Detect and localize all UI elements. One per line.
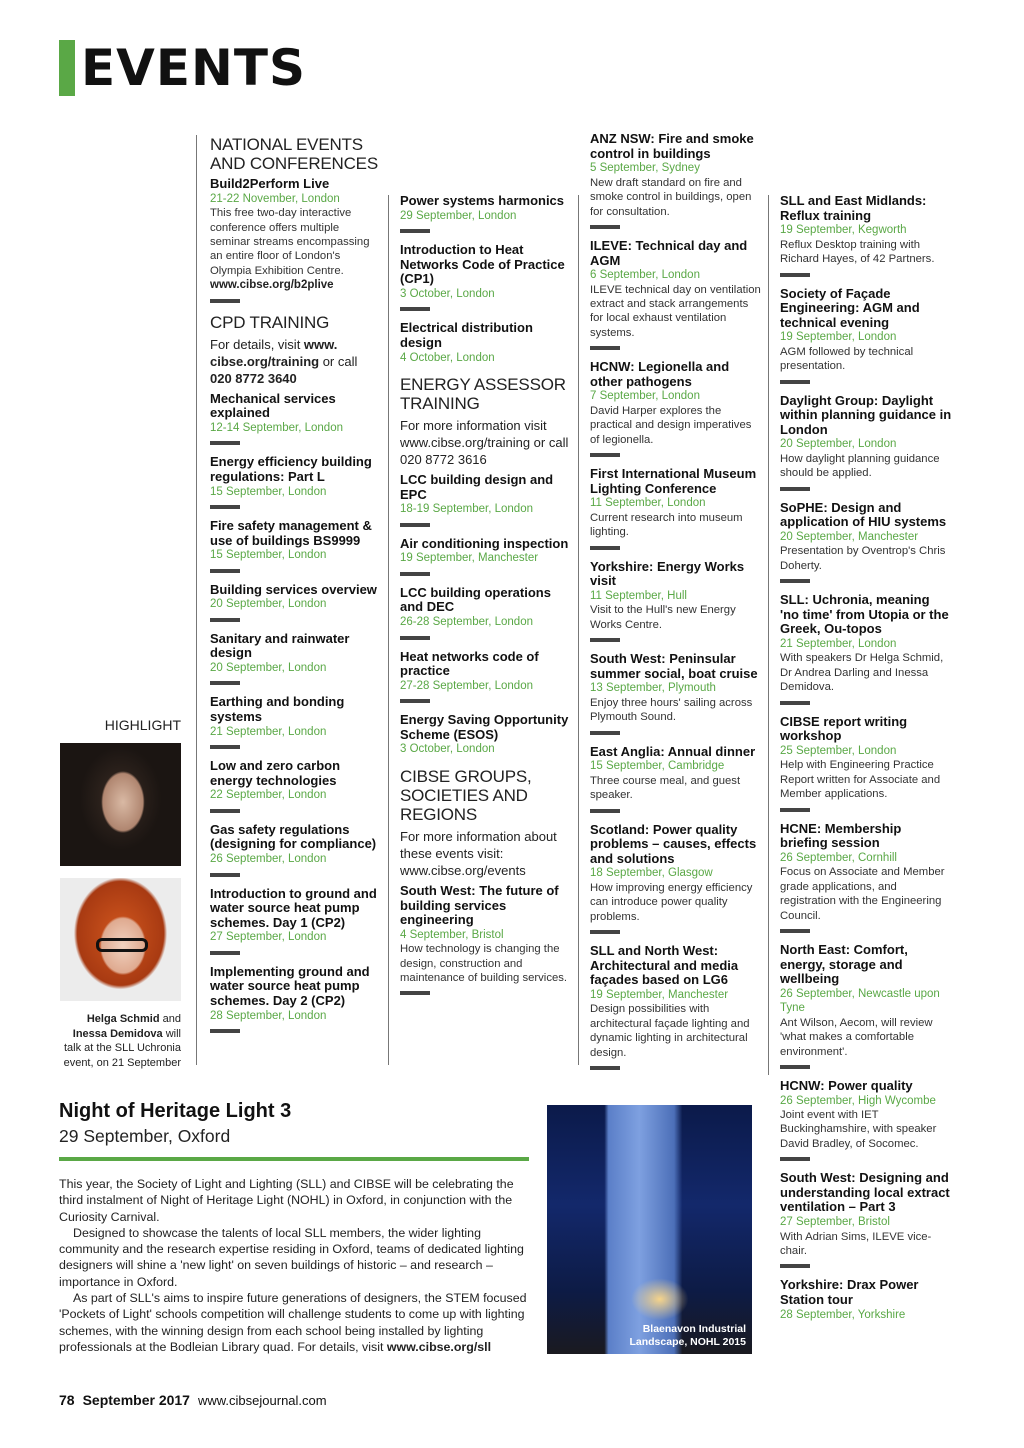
caption-name: Inessa Demidova [72, 1027, 163, 1040]
event-item [400, 713, 572, 757]
footer-website[interactable]: www.cibsejournal.com [197, 1393, 327, 1408]
event-date: 3 October, London [400, 743, 495, 756]
events-column-3 [590, 132, 762, 1080]
separator-bar [400, 636, 430, 640]
separator-bar [210, 1029, 240, 1033]
separator-bar [400, 523, 430, 527]
event-item [780, 1171, 952, 1268]
event-date: 18 September, Glasgow [590, 867, 713, 880]
separator-bar [780, 487, 810, 491]
caption-text: and [159, 1013, 181, 1025]
event-title: North East: Comfort, energy, storage and wellbeing [780, 941, 908, 987]
separator-bar [590, 453, 620, 457]
event-description: Ant Wilson, Aecom, will review 'what makes a comfortable environment'. [780, 1016, 933, 1058]
event-description: Reflux Desktop training with Richard Hayes, of 42 Partners. [780, 238, 935, 266]
events-column-1 [210, 133, 382, 1043]
event-item [400, 321, 572, 365]
event-title: LCC building design and EPC [400, 472, 554, 502]
event-title: Building services overview [210, 581, 377, 597]
event-item [780, 194, 952, 277]
event-item [210, 695, 382, 749]
event-title: HCNW: Legionella and other pathogens [590, 359, 730, 389]
separator-bar [400, 229, 430, 233]
event-title: Yorkshire: Drax Power Station tour [780, 1277, 919, 1307]
separator-bar [590, 1066, 620, 1070]
event-title: ANZ NSW: Fire and smoke control in buildings [590, 131, 754, 161]
event-item [780, 1278, 952, 1322]
event-date: 11 September, Hull [590, 589, 687, 602]
separator-bar [780, 701, 810, 705]
event-title: Heat networks code of practice [400, 648, 539, 679]
event-item [590, 239, 762, 350]
event-date: 25 September, London [780, 744, 897, 757]
event-description: New draft standard on fire and smoke control in buildings, open for consultation. [590, 176, 752, 218]
event-description: How improving energy efficiency can introduce power quality problems. [590, 881, 753, 923]
event-date: 21 September, London [780, 637, 897, 650]
separator-bar [590, 638, 620, 642]
event-title: Build2Perform Live [210, 176, 330, 191]
event-title: Mechanical services explained [210, 390, 336, 421]
section-heading: ENERGY ASSESSOR TRAINING [400, 375, 566, 414]
event-title: SLL and North West: Architectural and media façades based on LG6 [590, 943, 739, 988]
event-date: 26-28 September, London [400, 616, 533, 629]
event-title: Air conditioning inspection [400, 535, 569, 551]
event-title: Introduction to ground and water source heat pump schemes. Day 1 (CP2) [210, 885, 377, 930]
event-item [590, 944, 762, 1070]
event-item [590, 745, 762, 813]
separator-bar [210, 809, 240, 813]
separator-bar [400, 572, 430, 576]
event-date: 28 September, London [210, 1009, 327, 1022]
event-description: David Harper explores the practical and design imperatives of legionella. [590, 404, 752, 446]
event-item [210, 392, 382, 446]
photo-caption-line: Blaenavon Industrial [642, 1323, 746, 1335]
event-title: Gas safety regulations (designing for compliance) [210, 821, 377, 852]
separator-bar [780, 1157, 810, 1161]
event-description: Visit to the Hull's new Energy Works Centre. [590, 604, 736, 631]
separator-bar [590, 546, 620, 550]
separator-bar [210, 441, 240, 445]
event-description: Presentation by Oventrop's Chris Doherty. [780, 545, 946, 572]
feature-photo-blaenavon [547, 1105, 752, 1354]
event-title: Fire safety management & use of buildings BS9999 [210, 518, 372, 548]
event-item [210, 455, 382, 509]
intro-link[interactable]: www. cibse.org/training [210, 336, 338, 369]
event-date: 13 September, Plymouth [590, 682, 716, 695]
intro-text: For details, visit [210, 336, 304, 352]
event-date: 15 September, London [210, 485, 327, 498]
separator-bar [400, 307, 430, 311]
event-date: 15 September, London [210, 549, 327, 562]
event-title: Electrical distribution design [400, 320, 533, 350]
event-title: SLL: Uchronia, meaning 'no time' from Utopia or the Greek, Ou-topos [780, 592, 949, 637]
accent-bar [59, 40, 75, 96]
column-divider [388, 195, 389, 1065]
highlight-label: HIGHLIGHT [104, 717, 181, 733]
event-title: Society of Façade Engineering: AGM and technical evening [780, 285, 920, 330]
separator-bar [780, 1264, 810, 1268]
event-date: 27 September, Bristol [780, 1216, 890, 1228]
photo-caption-line: Landscape, NOHL 2015 [629, 1336, 746, 1348]
events-column-2 [400, 194, 572, 1005]
issue-date: September 2017 [82, 1392, 190, 1408]
separator-bar [210, 569, 240, 573]
event-title: South West: The future of building services engineering [400, 882, 559, 928]
event-description: This free two-day interactive conference offers multiple seminar streams encompassing an entire floor of London's Olympia Exhibition Centre. [210, 207, 370, 277]
event-title: ILEVE: Technical day and AGM [590, 237, 748, 268]
event-item [400, 884, 572, 996]
intro-text: or call [319, 353, 358, 369]
feature-rule [59, 1157, 529, 1161]
event-title: Energy efficiency building regulations: Part L [210, 454, 372, 484]
event-date: 20 September, London [780, 438, 897, 451]
separator-bar [210, 873, 240, 877]
page-footer [59, 1392, 327, 1408]
event-title: LCC building operations and DEC [400, 584, 551, 615]
section-heading: CIBSE GROUPS, SOCIETIES AND REGIONS [400, 766, 532, 824]
event-item [400, 243, 572, 311]
event-date: 20 September, Manchester [780, 530, 919, 543]
event-date: 3 October, London [400, 287, 495, 300]
event-date: 19 September, Manchester [590, 988, 729, 1001]
photo-caption [629, 1323, 746, 1349]
event-item [590, 467, 762, 550]
photo-inessa-demidova [60, 878, 181, 1001]
event-title: Sanitary and rainwater design [210, 630, 350, 661]
separator-bar [780, 1065, 810, 1069]
event-date: 19 September, Manchester [400, 552, 539, 565]
separator-bar [590, 809, 620, 813]
separator-bar [780, 929, 810, 933]
event-item [210, 519, 382, 573]
event-title: HCNE: Membership briefing session [780, 820, 902, 851]
section-intro [210, 336, 382, 387]
section-intro [400, 828, 572, 879]
feature-paragraph: This year, the Society of Light and Lighting (SLL) and CIBSE will be celebrating the third instalment of Night of Heritage Light (NOHL) in Oxford, in conjunction with the Curiosity Carnival. [59, 1177, 514, 1224]
event-item [400, 473, 572, 527]
event-item [400, 586, 572, 640]
separator-bar [210, 681, 240, 685]
separator-bar [590, 225, 620, 229]
event-item [210, 887, 382, 955]
separator-bar [210, 745, 240, 749]
event-title: South West: Peninsular summer social, boat cruise [590, 651, 758, 681]
event-item [210, 823, 382, 877]
photo-helga-schmid [60, 743, 181, 866]
event-item [400, 537, 572, 576]
event-item [780, 287, 952, 384]
event-description: Design possibilities with architectural façade lighting and dynamic lighting in architectural design. [590, 1003, 750, 1059]
separator-bar [780, 808, 810, 812]
event-date: 20 September, London [210, 661, 327, 674]
event-item [590, 823, 762, 935]
event-date: 27 September, London [210, 931, 327, 944]
page-title: EVENTS [81, 39, 306, 97]
separator-bar [590, 930, 620, 934]
event-date: 19 September, London [780, 331, 897, 344]
event-date: 22 September, London [210, 789, 327, 802]
event-title: East Anglia: Annual dinner [590, 743, 756, 759]
feature-title: Night of Heritage Light 3 [59, 1100, 292, 1122]
event-title: Implementing ground and water source heat pump schemes. Day 2 (CP2) [210, 963, 370, 1008]
event-date: 12-14 September, London [210, 421, 343, 434]
event-item [210, 583, 382, 622]
event-description: Current research into museum lighting. [590, 511, 743, 539]
feature-body [59, 1176, 531, 1355]
event-date: 21 September, London [210, 725, 327, 738]
separator-bar [780, 579, 810, 583]
feature-paragraph: Designed to showcase the talents of local SLL members, the wider lighting community and the research expertise residing in Oxford, teams of dedicated lighting designers will shine a 'new light' on seven buildings of historic – and research – importance in Oxford. [59, 1225, 524, 1289]
event-description: Joint event with IET Buckinghamshire, with speaker David Bradley, of Socomec. [780, 1109, 937, 1150]
separator-bar [400, 991, 430, 995]
event-item [780, 1079, 952, 1161]
event-description: Help with Engineering Practice Report written for Associate and Member applications. [780, 759, 941, 801]
event-item [780, 593, 952, 705]
event-item [780, 501, 952, 584]
event-item [210, 759, 382, 813]
event-date: 26 September, Newcastle upon Tyne [780, 987, 940, 1015]
event-date: 29 September, London [400, 209, 517, 222]
event-item [780, 943, 952, 1069]
event-date: 15 September, Cambridge [590, 760, 725, 773]
event-item [210, 632, 382, 686]
event-title: CIBSE report writing workshop [780, 713, 908, 744]
section-intro [400, 417, 572, 468]
event-description: How technology is changing the design, construction and maintenance of building services. [400, 943, 568, 984]
event-description: Focus on Associate and Member grade applications, and registration with the Engineering Council. [780, 866, 945, 922]
event-title: HCNW: Power quality [780, 1077, 913, 1093]
event-date: 7 September, London [590, 390, 700, 403]
event-description: How daylight planning guidance should be applied. [780, 452, 940, 480]
event-title: Introduction to Heat Networks Code of Practice (CP1) [400, 242, 565, 287]
event-item [400, 650, 572, 704]
event-title: Daylight Group: Daylight within planning guidance in London [780, 392, 952, 437]
event-description: Enjoy three hours' sailing across Plymouth Sound. [590, 696, 753, 724]
column-divider [578, 195, 579, 1065]
event-date: 4 October, London [400, 351, 495, 364]
event-title: Energy Saving Opportunity Scheme (ESOS) [400, 712, 569, 742]
intro-text: For more information about these events visit: www.cibse.org/events [400, 828, 557, 878]
feature-subtitle: 29 September, Oxford [59, 1126, 231, 1146]
event-date: 4 September, Bristol [400, 928, 504, 941]
page-number: 78 [59, 1392, 75, 1408]
event-item [780, 394, 952, 491]
event-item [590, 132, 762, 229]
column-divider [768, 195, 769, 1075]
separator-bar [210, 505, 240, 509]
section-heading: CPD TRAINING [210, 312, 330, 332]
separator-bar [590, 346, 620, 350]
event-item [400, 194, 572, 233]
section-heading: NATIONAL EVENTS AND CONFERENCES [210, 135, 378, 173]
separator-bar [210, 618, 240, 622]
event-date: 18-19 September, London [400, 503, 533, 516]
events-column-4 [780, 194, 952, 1332]
separator-bar [780, 273, 810, 277]
separator-bar [780, 380, 810, 384]
event-item [210, 965, 382, 1033]
event-title: SLL and East Midlands: Reflux training [780, 193, 927, 223]
feature-paragraph [59, 1290, 531, 1355]
event-item [210, 177, 382, 303]
event-date: 20 September, London [210, 598, 327, 611]
event-item [780, 822, 952, 933]
event-date: 11 September, London [590, 497, 706, 510]
event-title: South West: Designing and understanding local extract ventilation – Part 3 [780, 1170, 950, 1215]
page-header [59, 40, 306, 96]
event-title: Scotland: Power quality problems – causes, effects and solutions [590, 821, 757, 866]
column-divider [196, 135, 197, 1065]
event-title: Yorkshire: Energy Works visit [590, 558, 745, 589]
event-date: 26 September, London [210, 853, 327, 866]
caption-text: will talk at the SLL Uchronia event, on 21 September [63, 1027, 181, 1069]
event-date: 19 September, Kegworth [780, 224, 907, 237]
intro-link[interactable]: 020 8772 3640 [210, 370, 297, 386]
event-description: ILEVE technical day on ventilation extract and stack arrangements for local exhaust ventilation systems. [590, 283, 761, 339]
event-title: Earthing and bonding systems [210, 694, 345, 725]
event-item [590, 360, 762, 457]
event-description: Three course meal, and guest speaker. [590, 774, 741, 802]
separator-bar [210, 299, 240, 303]
event-description: With speakers Dr Helga Schmid, Dr Andrea Darling and Inessa Demidova. [780, 652, 944, 694]
event-item [590, 652, 762, 735]
event-date: 26 September, High Wycombe [780, 1094, 936, 1107]
separator-bar [590, 731, 620, 735]
caption-name: Helga Schmid [86, 1013, 160, 1025]
event-date: 28 September, Yorkshire [780, 1308, 906, 1321]
feature-link[interactable]: www.cibse.org/sll [386, 1339, 492, 1354]
separator-bar [210, 951, 240, 955]
event-item [780, 715, 952, 812]
event-item [590, 560, 762, 643]
event-date: 21-22 November, London [210, 192, 340, 205]
event-date: 6 September, London [590, 269, 700, 282]
event-title: Low and zero carbon energy technologies [210, 758, 341, 788]
event-date: 26 September, Cornhill [780, 851, 897, 864]
event-title: Power systems harmonics [400, 193, 565, 208]
feature-text: As part of SLL's aims to inspire future generations of designers, the STEM focused 'Pockets of Light' schools competition will challenge students to come up with lighting schemes, with the winning design from each school being installed by lighting professionals at the Bodleian Library quad. For details, visit [59, 1291, 527, 1354]
separator-bar [400, 699, 430, 703]
intro-text: For more information visit www.cibse.org/training or call 020 8772 3616 [400, 418, 569, 468]
event-link[interactable]: www.cibse.org/b2plive [210, 279, 334, 292]
event-title: First International Museum Lighting Conference [590, 466, 757, 496]
event-description: With Adrian Sims, ILEVE vice-chair. [780, 1230, 932, 1257]
event-date: 27-28 September, London [400, 679, 533, 692]
highlight-caption [60, 1012, 181, 1070]
event-date: 5 September, Sydney [590, 162, 700, 175]
event-description: AGM followed by technical presentation. [780, 345, 914, 373]
event-title: SoPHE: Design and application of HIU systems [780, 499, 947, 530]
